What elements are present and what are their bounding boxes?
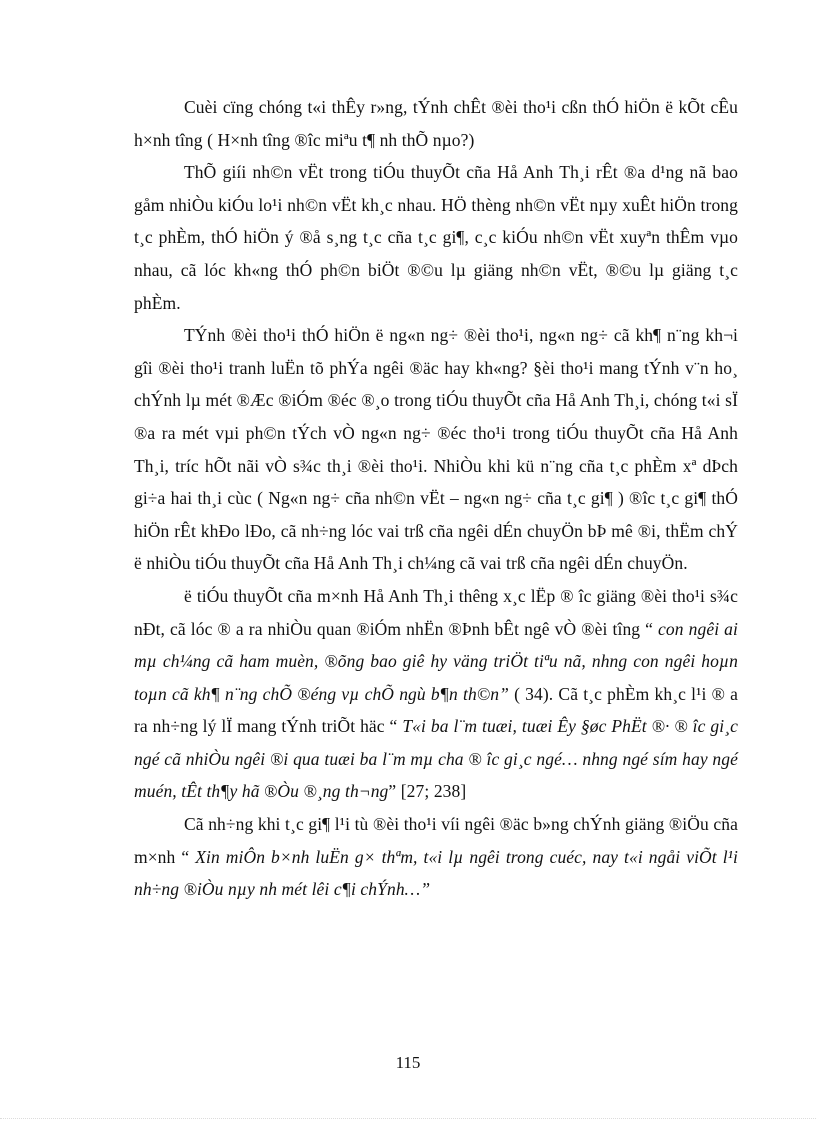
paragraph-1 <box>134 91 738 156</box>
paragraph-text: ( 34). Cã t¸c phÈm kh¸c l¹i ® a ra nh÷ng lý lÏ mang tÝnh triÕt häc “ <box>134 683 739 737</box>
paragraph-text: ThÕ giíi nh©n vËt trong tiÓu thuyÕt cña Hå Anh Th¸i rÊt ®a d¹ng nã bao gåm nhiÒu kiÓu lo¹i nh©n vËt kh¸c nhau. HÖ thèng nh©n vËt nµy xuÊt hiÖn trong t¸c phÈm, thÓ hiÖn ý ®å s¸ng t¸c cña t¸c gi¶, c¸c kiÓu nh©n vËt xuyªn thÊm vµo nhau, cã lóc kh«ng thÓ ph©n biÖt ®©u lµ giäng nh©n vËt, ®©u lµ giäng t¸c phÈm. <box>134 162 738 313</box>
quotation-text: con ngêi ai mµ ch¼ng cã ham muèn, ®õng bao giê hy väng triÖt tiªu nã, nhng con ngêi hoµn toµn cã kh¶ n¨ng chÕ ®éng vµ chÕ ngù b¶n th©n” <box>134 618 738 704</box>
paragraph-text: TÝnh ®èi tho¹i thÓ hiÖn ë ng«n ng÷ ®èi tho¹i, ng«n ng÷ cã kh¶ n¨ng kh¬i gîi ®èi tho¹i tranh luËn tõ phÝa ngêi ®äc hay kh«ng? §èi tho¹i mang tÝnh v¨n ho¸ chÝnh lµ mét ®Æc ®iÓm ®éc ®¸o trong tiÓu thuyÕt cña Hå Anh Th¸i, chóng t«i sÏ ®a ra mét vµi ph©n tÝch vÒ ng«n ng÷ ®éc tho¹i trong tiÓu thuyÕt cña Hå Anh Th¸i, tríc hÕt nãi vÒ s¾c th¸i ®èi tho¹i. NhiÒu khi kü n¨ng cña t¸c phÈm xª dÞch gi÷a hai th¸i cùc ( Ng«n ng÷ cña nh©n vËt – ng«n ng÷ cña t¸c gi¶ ) ®îc t¸c gi¶ thÓ hiÖn rÊt khÐo lÐo, cã nh÷ng lóc vai trß cña ngêi dÉn chuyÖn bÞ mê ®i, thËm chÝ ë nhiÒu tiÓu thuyÕt cña Hå Anh Th¸i ch¼ng cã vai trß cña ngêi dÉn chuyÖn. <box>134 325 738 574</box>
body-text <box>134 91 738 906</box>
paragraph-3 <box>134 319 738 580</box>
paragraph-4 <box>134 580 738 808</box>
paragraph-2 <box>134 156 738 319</box>
quotation-text: Xin miÔn b×nh luËn g× thªm, t«i lµ ngêi trong cuéc, nay t«i ngåi viÕt l¹i nh÷ng ®iÒu nµy nh mét lêi c¶i chÝnh…” <box>134 846 738 900</box>
quotation-text: T«i ba l¨m tuæi, tuæi Êy §øc PhËt ®· ® îc gi¸c ngé cã nhiÒu ngêi ®i qua tuæi ba l¨m mµ cha ® îc gi¸c ngé… nhng ngé sím hay ngé muén, tÊt th¶y hã ®Òu ®¸ng th¬ng <box>134 716 739 802</box>
page-number: 115 <box>395 1053 421 1072</box>
paragraph-5 <box>134 808 738 906</box>
page-bottom-divider <box>0 1118 816 1119</box>
citation-text: ” [27; 238] <box>388 781 467 802</box>
paragraph-text: Cuèi cïng chóng t«i thÊy r»ng, tÝnh chÊt ®èi tho¹i cßn thÓ hiÖn ë kÕt cÊu h×nh tîng ( H×nh tîng ®îc miªu t¶ nh thÕ nµo?) <box>134 97 738 150</box>
paragraph-text: ë tiÓu thuyÕt cña m×nh Hå Anh Th¸i thêng x¸c lËp ® îc giäng ®èi tho¹i s¾c nÐt, cã lóc ® a ra nhiÒu quan ®iÓm nhËn ®Þnh bÊt ngê vÒ ®èi tîng “ <box>134 585 738 639</box>
paragraph-text: Cã nh÷ng khi t¸c gi¶ l¹i tù ®èi tho¹i víi ngêi ®äc b»ng chÝnh giäng ®iÖu cña m×nh “ <box>134 814 738 867</box>
